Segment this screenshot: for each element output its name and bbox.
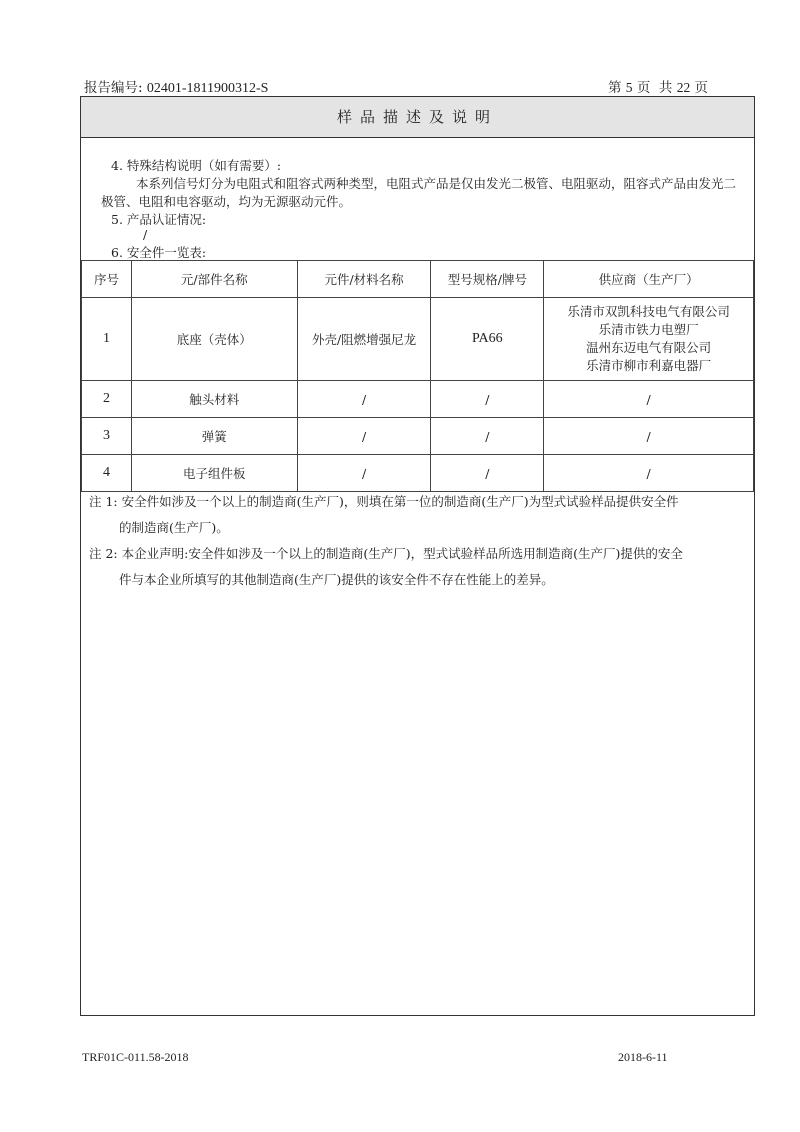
- page-mid: 页 共: [636, 80, 673, 96]
- section6-heading: 6. 安全件一览表:: [111, 245, 207, 260]
- cell-model: /: [431, 381, 544, 418]
- note-1-line-2: 的制造商(生产厂)。: [119, 520, 229, 535]
- table-row: [82, 455, 754, 492]
- table-header-row: [82, 261, 754, 298]
- report-number-header: [84, 76, 268, 97]
- note-2-line-2: 件与本企业所填写的其他制造商(生产厂)提供的该安全件不存在性能上的差异。: [119, 572, 554, 587]
- cell-no: 2: [82, 381, 132, 418]
- cell-model: /: [431, 455, 544, 492]
- page-current: 5: [625, 80, 633, 95]
- cell-supplier: [544, 298, 754, 381]
- col-header-model: 型号规格/牌号: [431, 261, 544, 298]
- page-suffix: 页: [694, 80, 708, 96]
- section4-heading: 4. 特殊结构说明（如有需要）:: [111, 158, 282, 173]
- cell-model: /: [431, 418, 544, 455]
- cell-material: /: [297, 455, 431, 492]
- cell-supplier: /: [544, 455, 754, 492]
- cell-no: 4: [82, 455, 132, 492]
- page-total: 22: [676, 80, 691, 95]
- cell-supplier: /: [544, 418, 754, 455]
- col-header-material: 元件/材料名称: [297, 261, 431, 298]
- note-1: [89, 489, 740, 541]
- supplier-name: 乐清市柳市利嘉电器厂: [586, 358, 712, 373]
- footer-date: 2018-6-11: [618, 1050, 668, 1064]
- page-indicator: [608, 76, 708, 96]
- page-prefix: 第: [607, 80, 622, 96]
- col-header-supplier: 供应商（生产厂）: [544, 261, 754, 298]
- safety-parts-table: [81, 260, 754, 492]
- note-1-line-1: 注 1: 安全件如涉及一个以上的制造商(生产厂)，则填在第一位的制造商(生产厂)为型式试验样品提供安全件: [89, 494, 679, 509]
- supplier-name: 乐清市双凯科技电气有限公司: [567, 304, 730, 319]
- report-number: 02401-1811900312-S: [146, 81, 269, 96]
- cell-material: /: [297, 418, 431, 455]
- cell-supplier: /: [544, 381, 754, 418]
- cell-no: 1: [82, 298, 132, 381]
- cell-material: 外壳/阻燃增强尼龙: [297, 298, 431, 381]
- cell-model: PA66: [431, 298, 544, 381]
- section5-value: /: [143, 227, 148, 242]
- note-2: [89, 541, 740, 593]
- table-row: [82, 381, 754, 418]
- section4-body: 本系列信号灯分为电阻式和阻容式两种类型，电阻式产品是仅由发光二极管、电阻驱动，阻容式产品由发光二极管、电阻和电容驱动，均为无源驱动元件。: [101, 176, 737, 209]
- table-row: [82, 418, 754, 455]
- col-header-no: 序号: [82, 261, 132, 298]
- cell-part: 弹簧: [131, 418, 297, 455]
- content-frame: [80, 96, 755, 1016]
- form-code: TRF01C-011.58-2018: [82, 1050, 189, 1064]
- page-title: 样品描述及说明: [81, 97, 754, 138]
- col-header-part: 元/部件名称: [131, 261, 297, 298]
- cell-material: /: [297, 381, 431, 418]
- cell-part: 触头材料: [131, 381, 297, 418]
- section5-heading: 5. 产品认证情况:: [111, 212, 207, 227]
- report-number-label: 报告编号:: [84, 80, 143, 96]
- supplier-name: 乐清市铁力电塑厂: [598, 322, 699, 337]
- cell-part: 底座（壳体）: [131, 298, 297, 381]
- note-2-line-1: 注 2: 本企业声明:安全件如涉及一个以上的制造商(生产厂)，型式试验样品所选用制造商(生产厂)提供的安全: [89, 546, 683, 561]
- cell-part: 电子组件板: [131, 455, 297, 492]
- cell-no: 3: [82, 418, 132, 455]
- supplier-name: 温州东迈电气有限公司: [586, 340, 712, 355]
- table-row: [82, 298, 754, 381]
